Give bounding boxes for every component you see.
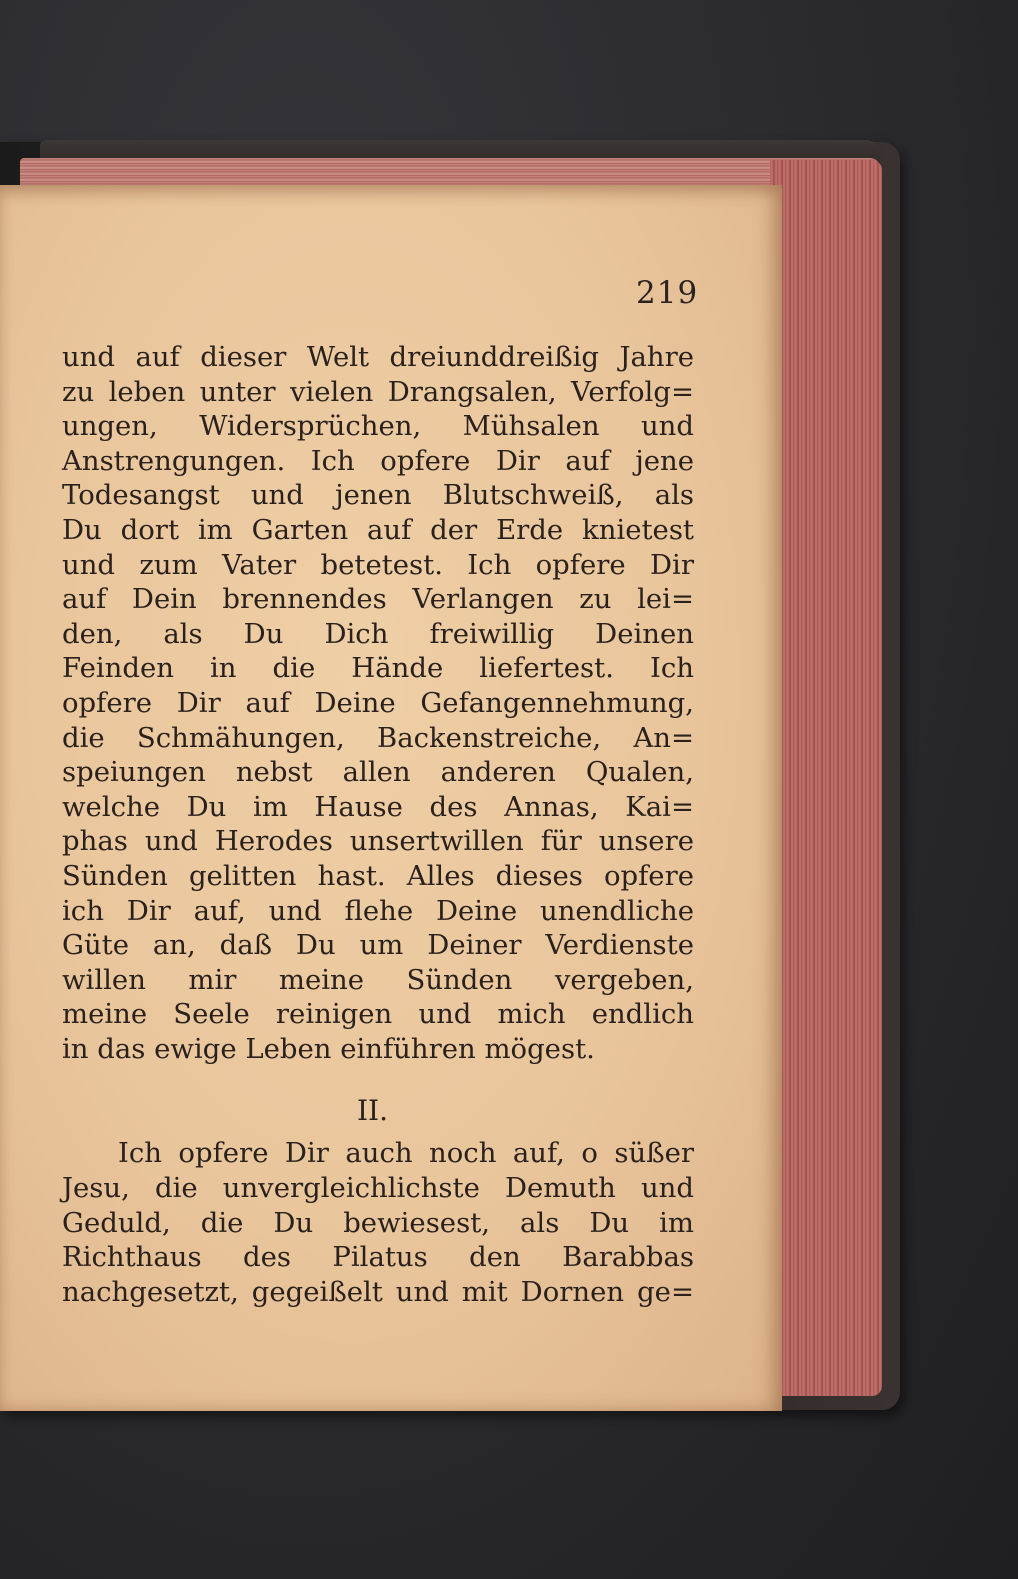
text-line: Güte an, daß Du um Deiner Verdienste: [62, 929, 694, 962]
text-line: und auf dieser Welt dreiunddreißig Jahre: [62, 341, 694, 373]
text-line: ungen, Widersprüchen, Mühsalen und: [62, 410, 694, 443]
text-line: Anstrengungen. Ich opfere Dir auf jene: [62, 444, 694, 477]
text-line: Feinden in die Hände liefertest. Ich: [62, 652, 694, 685]
text-line: Ich opfere Dir auch noch auf, o süßer: [118, 1137, 694, 1170]
text-line: und zum Vater betetest. Ich opfere Dir: [62, 548, 694, 581]
text-line: Sünden gelitten hast. Alles dieses opfere: [62, 859, 694, 892]
text-line: Richthaus des Pilatus den Barabbas: [62, 1241, 694, 1274]
text-line: Jesu, die unvergleichlichste Demuth und: [62, 1172, 694, 1205]
text-line: speiungen nebst allen anderen Qualen,: [62, 756, 694, 789]
text-line: welche Du im Hause des Annas, Kai=: [62, 790, 694, 823]
text-line: Todesangst und jenen Blutschweiß, als: [62, 479, 694, 512]
text-line: Du dort im Garten auf der Erde knietest: [62, 513, 694, 546]
text-line: in das ewige Leben einführen mögest.: [62, 1032, 595, 1065]
text-line: den, als Du Dich freiwillig Deinen: [62, 617, 694, 650]
text-line: Geduld, die Du bewiesest, als Du im: [62, 1206, 694, 1239]
text-line: meine Seele reinigen und mich endlich: [62, 998, 694, 1031]
section-heading: II.: [357, 1094, 389, 1128]
text-line: ich Dir auf, und flehe Deine unendliche: [62, 894, 694, 927]
page-edges-top: [20, 158, 880, 188]
page-edges: [770, 160, 882, 1396]
page-text: [62, 340, 694, 1309]
text-line: opfere Dir auf Deine Gefangennehmung,: [62, 686, 694, 719]
text-line: auf Dein brennendes Verlangen zu lei=: [62, 583, 694, 616]
text-line: willen mir meine Sünden vergeben,: [62, 963, 694, 996]
text-line: die Schmähungen, Backenstreiche, An=: [62, 721, 694, 754]
text-line: nachgesetzt, gegeißelt und mit Dornen ge=: [62, 1275, 694, 1308]
text-line: phas und Herodes unsertwillen für unsere: [62, 825, 694, 858]
text-line: zu leben unter vielen Drangsalen, Verfolg=: [62, 375, 694, 408]
page-number: 219: [636, 275, 699, 311]
